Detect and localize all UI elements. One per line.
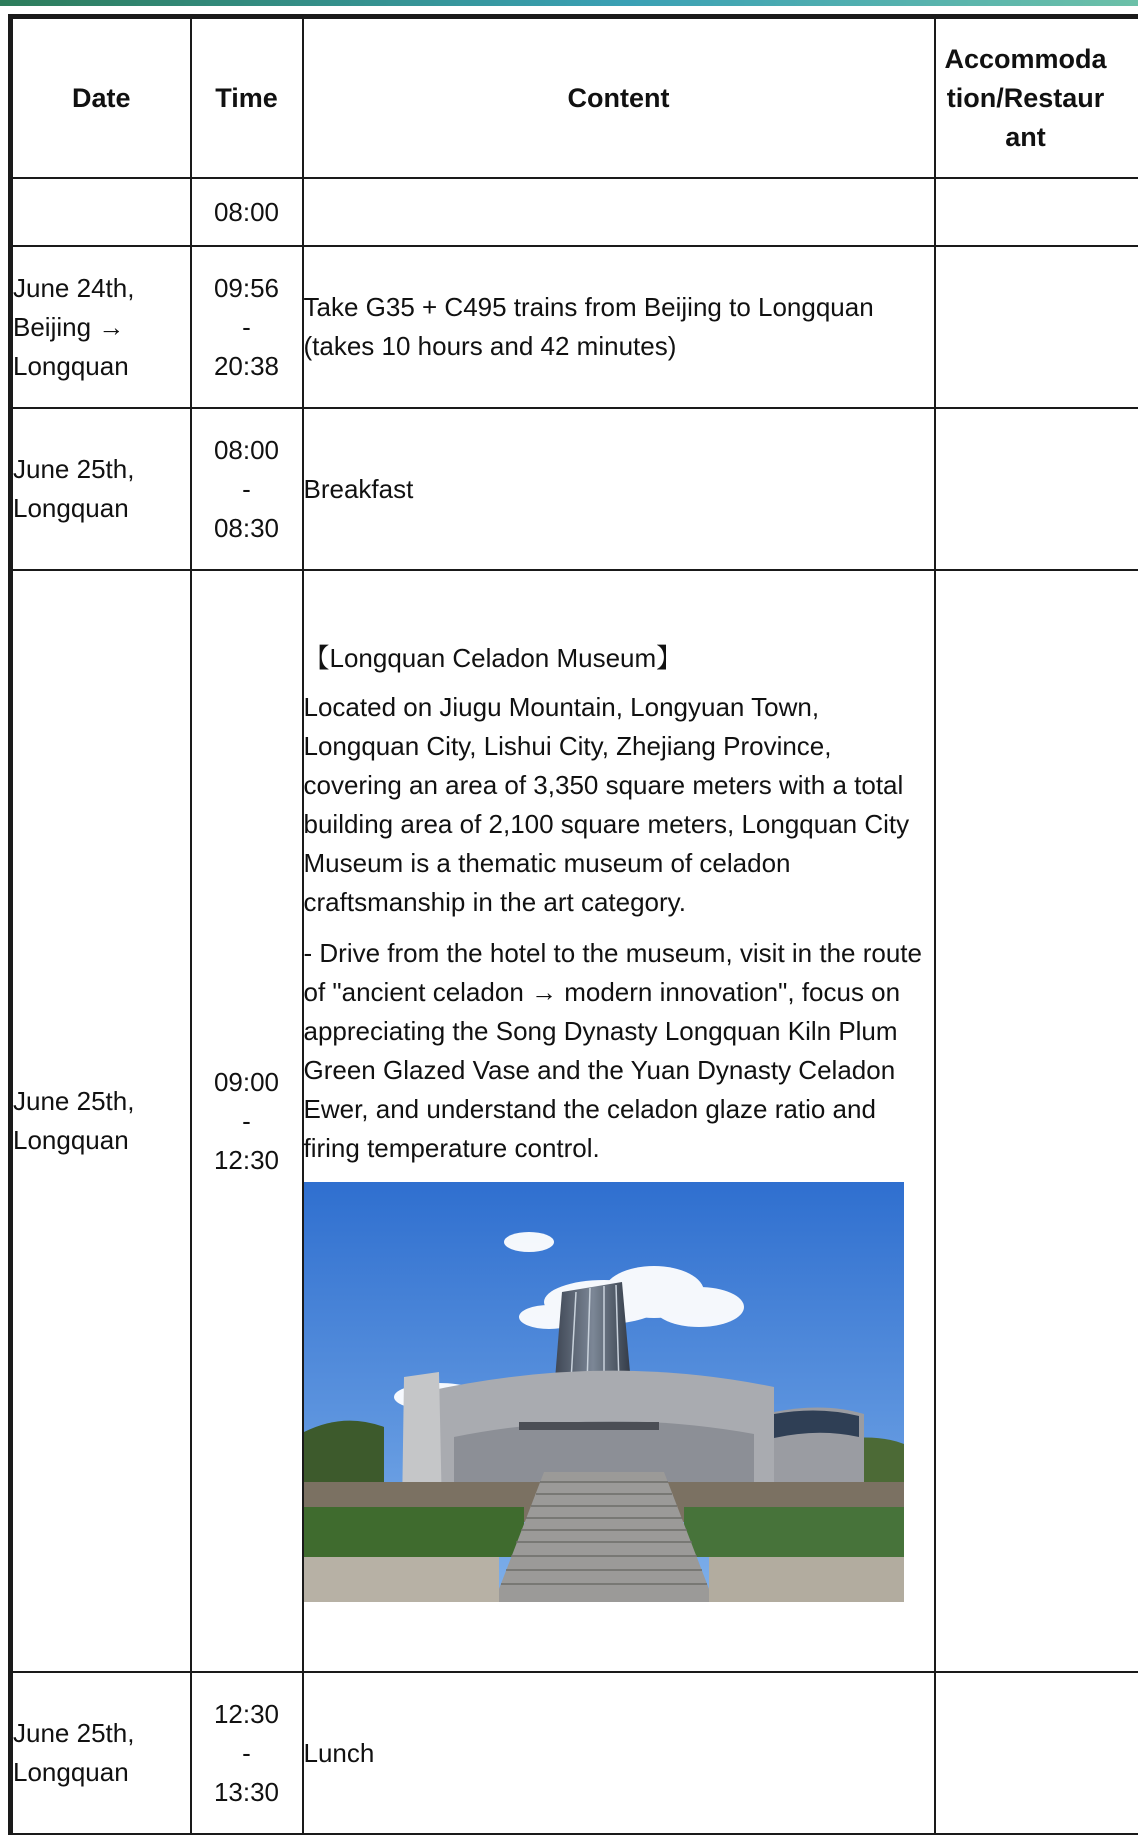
plaza-right bbox=[709, 1557, 904, 1602]
time-end: 20:38 bbox=[192, 347, 302, 386]
accommodation-cell bbox=[935, 1672, 1138, 1834]
museum-description: Located on Jiugu Mountain, Longyuan Town, Longquan City, Lishui City, Zhejiang Province, covering an area of 3,350 square meters with a total building area of 2,100 square meters, Longquan City Museum is a thematic museum of celadon craftsmanship in the art category. bbox=[304, 688, 934, 922]
date-text: June 25th, bbox=[13, 450, 190, 489]
time-start: 09:56 bbox=[192, 269, 302, 308]
header-accommodation-line: Accommoda bbox=[936, 40, 1116, 79]
header-accommodation-line: ant bbox=[936, 118, 1116, 157]
time-cell bbox=[191, 246, 303, 408]
table-row bbox=[11, 570, 1138, 1672]
visit-plan: - Drive from the hotel to the museum, visit in the route of "ancient celadon → modern innovation", focus on appreciating the Song Dynasty Longquan Kiln Plum Green Glazed Vase and the Yuan Dynasty Celadon Ewer, and understand the celadon glaze ratio and firing temperature control. bbox=[304, 934, 934, 1168]
date-text: Longquan bbox=[13, 1121, 190, 1160]
date-cell bbox=[11, 178, 191, 246]
date-text: Longquan bbox=[13, 489, 190, 528]
time-cell bbox=[191, 1672, 303, 1834]
date-text: Longquan bbox=[13, 347, 190, 386]
table-row bbox=[11, 246, 1138, 408]
left-lawn bbox=[304, 1507, 524, 1557]
right-lawn bbox=[684, 1507, 904, 1557]
header-time: Time bbox=[191, 17, 303, 179]
header-content: Content bbox=[303, 17, 935, 179]
date-text: June 25th, bbox=[13, 1714, 190, 1753]
accommodation-cell bbox=[935, 246, 1138, 408]
table-row bbox=[11, 178, 1138, 246]
time-cell bbox=[191, 178, 303, 246]
museum-photo bbox=[304, 1182, 904, 1602]
date-text: June 24th, bbox=[13, 269, 190, 308]
content-cell: Take G35 + C495 trains from Beijing to Longquan (takes 10 hours and 42 minutes) bbox=[303, 246, 935, 408]
date-text: June 25th, bbox=[13, 1082, 190, 1121]
time-end: 12:30 bbox=[192, 1141, 302, 1180]
date-text: Beijing → bbox=[13, 308, 190, 347]
time-separator: - bbox=[192, 1734, 302, 1773]
table-row bbox=[11, 408, 1138, 570]
time-end: 13:30 bbox=[192, 1773, 302, 1812]
date-cell bbox=[11, 1672, 191, 1834]
date-cell bbox=[11, 246, 191, 408]
plaza-left bbox=[304, 1557, 499, 1602]
itinerary-sheet bbox=[0, 6, 1138, 1834]
content-cell bbox=[303, 178, 935, 246]
date-cell bbox=[11, 570, 191, 1672]
accommodation-cell bbox=[935, 178, 1138, 246]
content-cell: Lunch bbox=[303, 1672, 935, 1834]
time-text: 08:00 bbox=[192, 193, 302, 232]
time-start: 09:00 bbox=[192, 1063, 302, 1102]
date-text: Longquan bbox=[13, 1753, 190, 1792]
time-separator: - bbox=[192, 470, 302, 509]
time-cell bbox=[191, 570, 303, 1672]
header-date: Date bbox=[11, 17, 191, 179]
content-cell: Breakfast bbox=[303, 408, 935, 570]
time-end: 08:30 bbox=[192, 509, 302, 548]
accommodation-cell bbox=[935, 408, 1138, 570]
time-start: 08:00 bbox=[192, 431, 302, 470]
header-row bbox=[11, 17, 1138, 179]
content-cell bbox=[303, 570, 935, 1672]
header-accommodation-line: tion/Restaur bbox=[936, 79, 1116, 118]
museum-title: 【Longquan Celadon Museum】 bbox=[304, 639, 934, 678]
time-start: 12:30 bbox=[192, 1695, 302, 1734]
table-row bbox=[11, 1672, 1138, 1834]
date-cell bbox=[11, 408, 191, 570]
entrance-sign bbox=[519, 1422, 659, 1430]
itinerary-table bbox=[8, 14, 1138, 1835]
header-accommodation bbox=[935, 17, 1138, 179]
time-separator: - bbox=[192, 1102, 302, 1141]
time-cell bbox=[191, 408, 303, 570]
accommodation-cell bbox=[935, 570, 1138, 1672]
time-separator: - bbox=[192, 308, 302, 347]
